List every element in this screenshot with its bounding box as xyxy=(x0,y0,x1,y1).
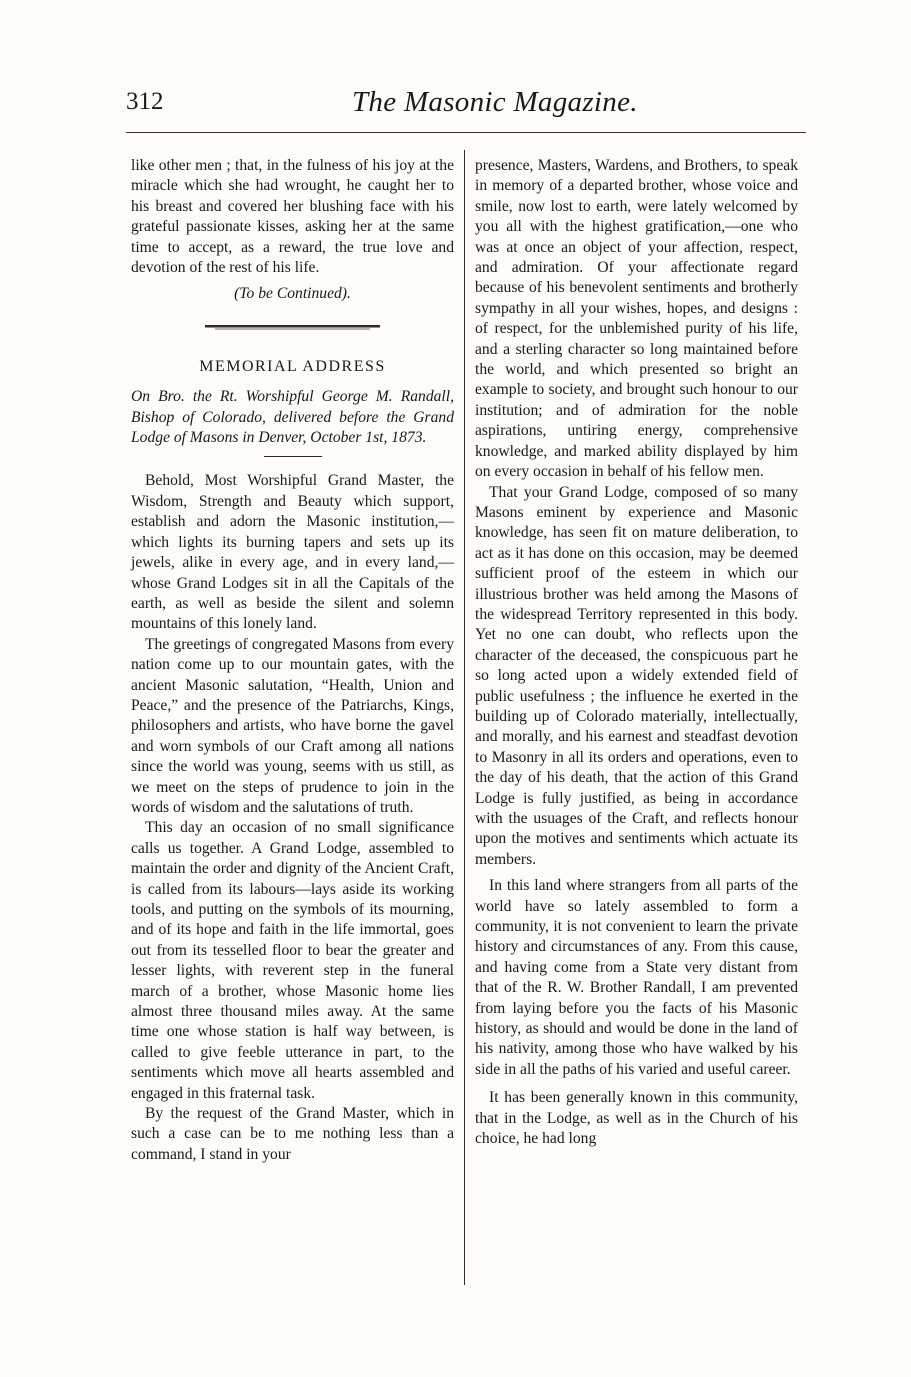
to-be-continued-note: (To be Continued). xyxy=(234,285,351,303)
page-header xyxy=(126,88,806,124)
left-column xyxy=(131,156,454,1165)
paragraph: This day an occasion of no small significance calls us together. A Grand Lodge, assembled to maintain the order and dignity of the Ancient Craft, is called from its labours—lays aside its working tools, and putting on the symbols of its mourning, and of its hope and faith in the life immortal, goes out from its tesselled floor to bear the greater and lesser lights, with reverent step in the funeral march of a brother, whose Masonic home lies almost three thousand miles away. At the same time one whose station is half way between, is called to give feeble utterance in part, to the sentiments which move all hearts assembled and engaged in this fraternal task. xyxy=(131,819,454,1102)
header-rule xyxy=(126,132,806,133)
paragraph: In this land where strangers from all parts of the world have so lately assembled to form a community, it is not convenient to learn the private history and circumstances of any. From this cause, and having come from a State very distant from that of the R. W. Brother Randall, I am prevented from laying before you the facts of his Masonic history, as should and would be done in the land of his nativity, among those who have walked by his side in all the paths of his varied and useful career. xyxy=(475,877,798,1078)
short-rule xyxy=(264,456,322,457)
story-ending-paragraph: like other men ; that, in the fulness of his joy at the miracle which she had wrought, he caught her to his breast and covered her blushing face with his grateful passionate kisses, asking her at the same time to accept, as a reward, the true love and devotion of the rest of his life. xyxy=(131,157,454,277)
article-subtitle: On Bro. the Rt. Worshipful George M. Randall, Bishop of Colorado, delivered before the Grand Lodge of Masons in Denver, October 1st, 1873. xyxy=(131,388,454,447)
right-column xyxy=(475,156,798,1150)
running-title: The Masonic Magazine. xyxy=(352,86,638,118)
paragraph: It has been generally known in this community, that in the Lodge, as well as in the Church of his choice, he had long xyxy=(475,1089,798,1148)
paragraph: presence, Masters, Wardens, and Brothers, to speak in memory of a departed brother, whose voice and smile, now lost to earth, were lately welcomed by you all with the highest gratification,—one who was at once an object of your affection, respect, and admiration. Of your affectionate regard because of his benevolent sentiments and brotherly sympathy in all your wishes, hopes, and designs : of respect, for the unblemished purity of his life, and a sterling character so long maintained before the world, and which presented so bright an example to society, and brought such honour to our institution; and of admiration for the noble aspirations, untiring energy, comprehensive knowledge, and marked ability displayed by him on every occasion in behalf of his fellow men. xyxy=(475,157,798,481)
article-title: MEMORIAL ADDRESS xyxy=(199,357,386,375)
paragraph: By the request of the Grand Master, which in such a case can be to me nothing less than a command, I stand in your xyxy=(131,1105,454,1163)
paragraph: That your Grand Lodge, composed of so many Masons eminent by experience and Masonic knowledge, has seen fit on mature deliberation, to act as it has done on this occasion, may be deemed sufficient proof of the esteem in which our illustrious brother was held among the Masons of the widespread Territory represented in this body. Yet no one can doubt, who reflects upon the character of the deceased, the conspicuous part he so long acted upon a widely extended field of public usefulness ; the influence he exerted in the building up of Colorado materially, intellectually, and morally, and his earnest and steadfast devotion to Masonry in all its orders and operations, even to the day of his death, that the action of this Grand Lodge is fully justified, as being in accordance with the usuages of the Craft, and reflects honour upon the motives and sentiments which actuate its members. xyxy=(475,483,798,868)
column-divider xyxy=(464,150,465,1285)
paragraph: The greetings of congregated Masons from every nation come up to our mountain gates, with the ancient Masonic salutation, “Health, Union and Peace,” and the presence of the Patriarchs, Kings, philosophers and artists, who have borne the gavel and worn symbols of our Craft among all nations since the world was young, seems with us still, as we meet on the steps of prudence to join in the words of wisdom and the salutations of truth. xyxy=(131,635,454,816)
paragraph: Behold, Most Worshipful Grand Master, the Wisdom, Strength and Beauty which support, establish and adorn the Masonic institution,—which lights its burning tapers and sets up its jewels, alike in every age, and in every land,—whose Grand Lodges sit in all the Capitals of the earth, as well as beside the silent and solemn mountains of this lonely land. xyxy=(131,472,454,633)
ornamental-divider xyxy=(205,325,380,331)
page-number: 312 xyxy=(126,88,164,115)
